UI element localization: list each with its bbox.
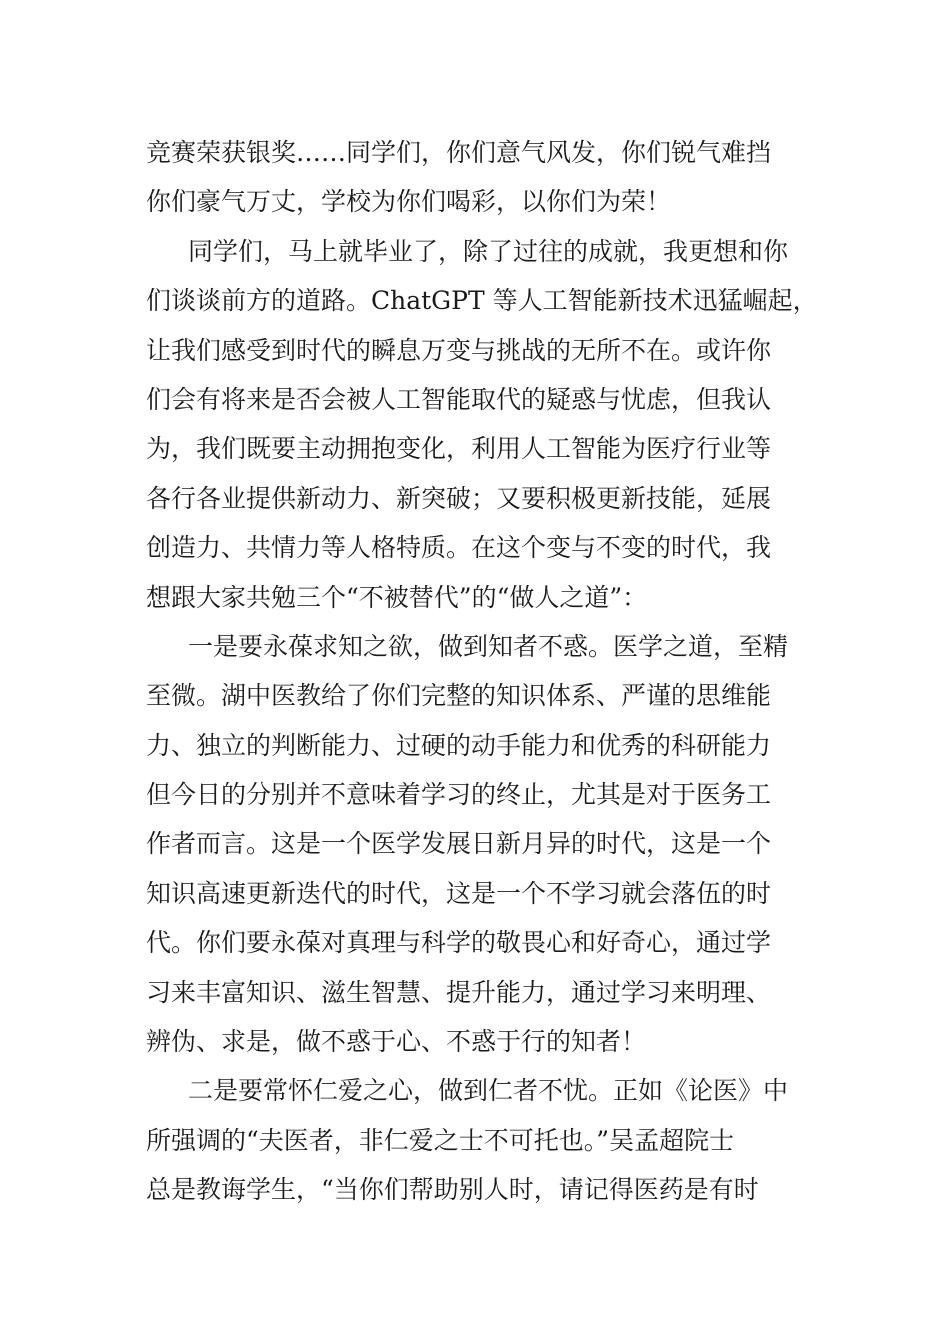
- text-line-1: 竞赛荣获银奖……同学们，你们意气风发，你们锐气难挡: [146, 138, 772, 167]
- text-line-12: 至微。湖中医教给了你们完整的知识体系、严谨的思维能: [146, 681, 772, 711]
- text-line-4: 们谈谈前方的道路。ChatGPT 等人工智能新技术迅猛崛起，: [146, 286, 818, 316]
- text-line-2: 你们豪气万丈，学校为你们喝彩，以你们为荣！: [146, 187, 672, 217]
- text-line-9: 创造力、共情力等人格特质。在这个变与不变的时代，我: [146, 533, 772, 563]
- text-line-19: 辨伪、求是，做不惑于心、不惑于行的知者！: [146, 1027, 647, 1057]
- text-line-14: 但今日的分别并不意味着学习的终止，尤其是对于医务工: [146, 780, 772, 810]
- text-line-11: 一是要永葆求知之欲，做到知者不惑。医学之道，至精: [188, 631, 789, 661]
- text-line-16: 知识高速更新迭代的时代，这是一个不学习就会落伍的时: [146, 878, 772, 908]
- body-text: [146, 128, 826, 1215]
- text-line-13: 力、独立的判断能力、过硬的动手能力和优秀的科研能力: [146, 730, 772, 760]
- text-line-20: 二是要常怀仁爱之心，做到仁者不忧。正如《论医》中: [188, 1076, 789, 1106]
- text-line-7: 为，我们既要主动拥抱变化，利用人工智能为医疗行业等: [146, 434, 772, 464]
- text-line-3: 同学们，马上就毕业了，除了过往的成就，我更想和你: [188, 236, 789, 266]
- text-line-17: 代。你们要永葆对真理与科学的敬畏心和好奇心，通过学: [146, 928, 772, 958]
- text-line-22: 总是教诲学生，“当你们帮助别人时，请记得医药是有时: [146, 1175, 759, 1205]
- text-line-10: 想跟大家共勉三个“不被替代”的“做人之道”：: [146, 582, 648, 612]
- text-line-21: 所强调的“夫医者，非仁爱之士不可托也。”吴孟超院士: [146, 1125, 735, 1155]
- text-line-6: 们会有将来是否会被人工智能取代的疑惑与忧虑，但我认: [146, 384, 772, 414]
- text-line-15: 作者而言。这是一个医学发展日新月异的时代，这是一个: [146, 829, 772, 859]
- text-line-5: 让我们感受到时代的瞬息万变与挑战的无所不在。或许你: [146, 335, 772, 365]
- text-line-18: 习来丰富知识、滋生智慧、提升能力，通过学习来明理、: [146, 977, 772, 1007]
- text-line-8: 各行各业提供新动力、新突破；又要积极更新技能，延展: [146, 483, 772, 513]
